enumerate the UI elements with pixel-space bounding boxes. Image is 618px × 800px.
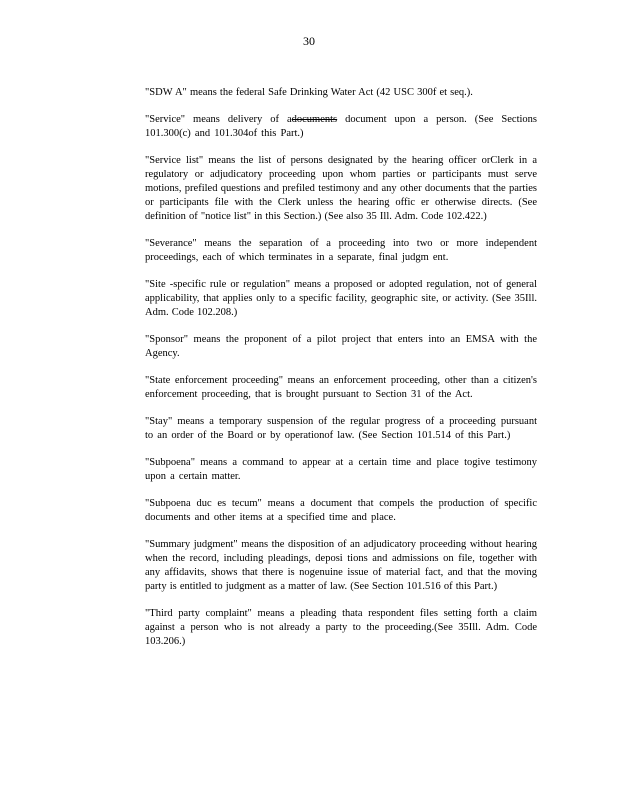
definitions-list [145, 86, 537, 662]
definition-service-struck-text: documents [291, 114, 338, 125]
definition-site-specific: "Site -specific rule or regulation" means a proposed or adopted regulation, not of general applicability, that applies only to a specific facility, geographic site, or activity. (See 35Ill. Adm. Code 102.208.) [145, 279, 537, 318]
definition-sponsor: "Sponsor" means the proponent of a pilot project that enters into an EMSA with the Agency. [145, 334, 537, 359]
definition-subpoena-duces-tecum: "Subpoena duc es tecum" means a document that compels the production of specific documents and other items at a specified time and place. [145, 498, 537, 523]
definition-summary-judgment: "Summary judgment" means the disposition of an adjudicatory proceeding without hearing when the record, including pleadings, deposi tions and admissions on file, together with any affidavits, shows that there is nogenuine issue of material fact, and that the moving party is entitled to judgment as a matter of law. (See Section 101.516 of this Part.) [145, 539, 537, 592]
definition-subpoena: "Subpoena" means a command to appear at a certain time and place togive testimony upon a certain matter. [145, 457, 537, 482]
definition-stay: "Stay" means a temporary suspension of the regular progress of a proceeding pursuant to an order of the Board or by operationof law. (See Section 101.514 of this Part.) [145, 416, 537, 441]
definition-service [145, 113, 537, 141]
definition-severance: "Severance" means the separation of a proceeding into two or more independent proceedings, each of which terminates in a separate, final judgm ent. [145, 238, 537, 263]
definition-state-enforcement: "State enforcement proceeding" means an enforcement proceeding, other than a citizen's enforcement proceeding, that is brought pursuant to Section 31 of the Act. [145, 375, 537, 400]
definition-service-list: "Service list" means the list of persons designated by the hearing officer orClerk in a regulatory or adjudicatory proceeding upon whom parties or participants must serve motions, prefiled questions and prefiled testimony and any other documents that the parties or participants file with the Clerk unless the hearing offic er otherwise directs. (See definition of "notice list" in this Section.) (See also 35 Ill. Adm. Code 102.422.) [145, 155, 537, 222]
definition-service-text-before: "Service" means delivery of a [145, 114, 292, 125]
page-number: 30 [303, 34, 315, 48]
definition-third-party-complaint: "Third party complaint" means a pleading thata respondent files setting forth a claim against a person who is not already a party to the proceeding.(See 35Ill. Adm. Code 103.206.) [145, 608, 537, 647]
definition-sdwa: "SDW A" means the federal Safe Drinking Water Act (42 USC 300f et seq.). [145, 87, 473, 98]
definition-service-text-after: document upon a person. (See Sections 101.300(c) and 101.304of this Part.) [145, 114, 537, 139]
